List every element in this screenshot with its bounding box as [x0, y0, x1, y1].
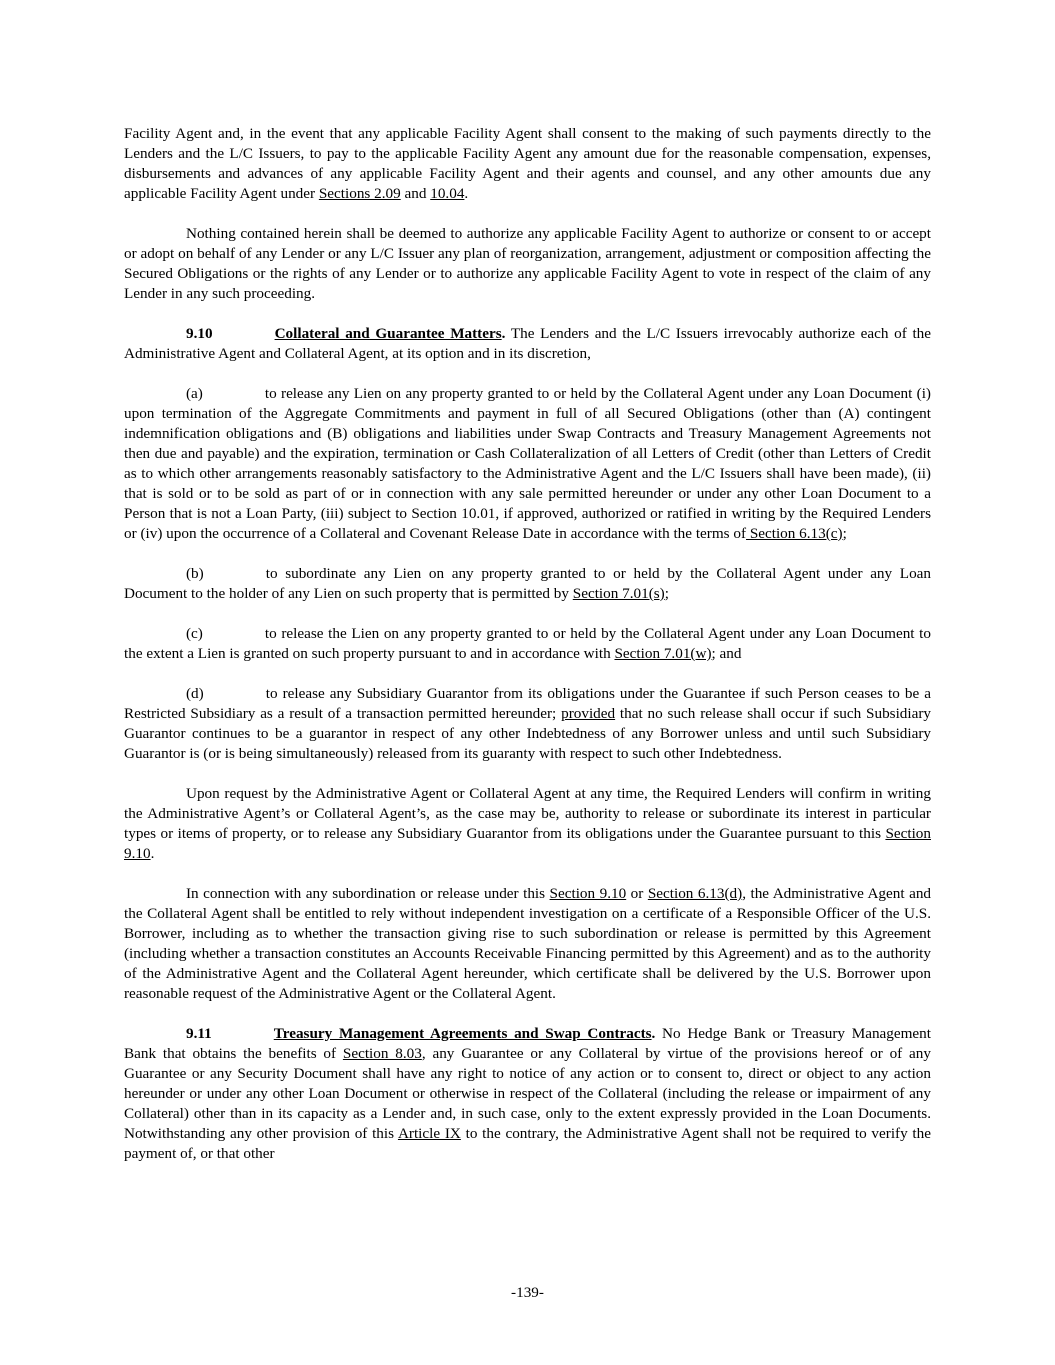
- section-reference: Section 6.13(c): [746, 525, 843, 542]
- section-reference: Sections 2.09: [318, 185, 401, 202]
- section-title: Collateral and Guarantee Matters: [274, 325, 502, 342]
- page-number: -139-: [511, 1284, 544, 1301]
- section-reference: Section 7.01(w): [614, 645, 712, 662]
- section-number: 9.10: [186, 325, 213, 342]
- section-number: 9.11: [186, 1025, 212, 1042]
- paragraph-upon-request: Upon request by the Administrative Agent or Collateral Agent at any time, the Required Lenders will confirm in writing the Administrative Agent’s or Collateral Agent’s, as the case may be, authority to release or subordinate its interest in particular types or items of property, or to release any Subsidiary Guarantor from its obligations under the Guarantee pursuant to this Section 9.10.: [124, 785, 931, 862]
- section-reference: Section 8.03: [342, 1045, 422, 1062]
- paragraph-facility-agent: Facility Agent and, in the event that any applicable Facility Agent shall consent to the making of such payments directly to the Lenders and the L/C Issuers, to pay to the applicable Facility Agent any amount due for the reasonable compensation, expenses, disbursements and advances of any applicable Facility Agent and their agents and counsel, and any other amounts due any applicable Facility Agent under Sections 2.09 and 10.04.: [124, 125, 931, 202]
- document-page: [124, 124, 931, 1184]
- section-9-10: 9.10 Collateral and Guarantee Matters. The Lenders and the L/C Issuers irrevocably authorize each of the Administrative Agent and Collateral Agent, at its option and in its discretion,: [124, 325, 932, 362]
- section-title: Treasury Management Agreements and Swap Contracts: [273, 1025, 652, 1042]
- clause-b: (b) to subordinate any Lien on any property granted to or held by the Collateral Agent under any Loan Document to the holder of any Lien on such property that is permitted by Section 7.01(s);: [124, 565, 931, 602]
- clause-label: (d): [186, 685, 204, 702]
- section-reference: Section 7.01(s): [572, 585, 665, 602]
- clause-label: (c): [186, 625, 203, 642]
- clause-a: (a) to release any Lien on any property granted to or held by the Collateral Agent under any Loan Document (i) upon termination of the Aggregate Commitments and payment in full of all Secured Obligations (other than (A) contingent indemnification obligations and (B) obligations and liabilities under Swap Contracts and Treasury Management Agreements not then due and payable) and the expiration, termination or Cash Collateralization of all Letters of Credit (other than Letters of Credit as to which other arrangements reasonably satisfactory to the Administrative Agent and the L/C Issuers shall have been made), (ii) that is sold or to be sold as part of or in connection with any sale permitted hereunder or under any other Loan Document to a Person that is not a Loan Party, (iii) subject to Section 10.01, if approved, authorized or ratified in writing by the Required Lenders or (iv) upon the occurrence of a Collateral and Covenant Release Date in accordance with the terms of Section 6.13(c);: [124, 385, 931, 542]
- section-reference: Section 6.13(d): [647, 885, 743, 902]
- paragraph-in-connection: In connection with any subordination or release under this Section 9.10 or Section 6.13(d), the Administrative Agent and the Collateral Agent shall be entitled to rely without independent investigation on a certificate of a Responsible Officer of the U.S. Borrower, including as to whether the transaction giving rise to such subordination or release is permitted by this Agreement (including whether a transaction constitutes an Accounts Receivable Financing permitted by this Agreement) and as to the authority of the Administrative Agent and the Collateral Agent hereunder, which certificate shall be delivered by the U.S. Borrower upon reasonable request of the Administrative Agent or the Collateral Agent.: [124, 885, 932, 1002]
- clause-label: (b): [186, 565, 204, 582]
- provided-term: provided: [561, 705, 616, 722]
- clause-c: (c) to release the Lien on any property granted to or held by the Collateral Agent under any Loan Document to the extent a Lien is granted on such property pursuant to and in accordance with Section 7.01(w); and: [124, 625, 931, 662]
- clause-label: (a): [186, 385, 203, 402]
- section-reference: Section 9.10: [124, 825, 931, 862]
- section-9-11: 9.11 Treasury Management Agreements and Swap Contracts. No Hedge Bank or Treasury Management Bank that obtains the benefits of Section 8.03, any Guarantee or any Collateral by virtue of the provisions hereof or of any Guarantee or any Security Document shall have any right to notice of any action or to consent to, direct or object to any action hereunder or under any other Loan Document or otherwise in respect of the Collateral (including the release or impairment of any Collateral) other than in its capacity as a Lender and, in such case, only to the extent expressly provided in the Loan Documents. Notwithstanding any other provision of this Article IX to the contrary, the Administrative Agent shall not be required to verify the payment of, or that other: [124, 1025, 931, 1162]
- paragraph-nothing-contained: Nothing contained herein shall be deemed to authorize any applicable Facility Agent to authorize or consent to or accept or adopt on behalf of any Lender or any L/C Issuer any plan of reorganization, arrangement, adjustment or composition affecting the Secured Obligations or the rights of any Lender or to authorize any applicable Facility Agent to vote in respect of the claim of any Lender in any such proceeding.: [124, 225, 931, 302]
- clause-d: (d) to release any Subsidiary Guarantor from its obligations under the Guarantee if such Person ceases to be a Restricted Subsidiary as a result of a transaction permitted hereunder; provided that no such release shall occur if such Subsidiary Guarantor continues to be a guarantor in respect of any other Indebtedness of any Borrower unless and until such Subsidiary Guarantor is (or is being simultaneously) released from its guaranty with respect to such other Indebtedness.: [124, 685, 931, 762]
- section-reference: Section 9.10: [549, 885, 627, 902]
- section-reference: 10.04: [430, 185, 465, 202]
- article-reference: Article IX: [397, 1125, 461, 1142]
